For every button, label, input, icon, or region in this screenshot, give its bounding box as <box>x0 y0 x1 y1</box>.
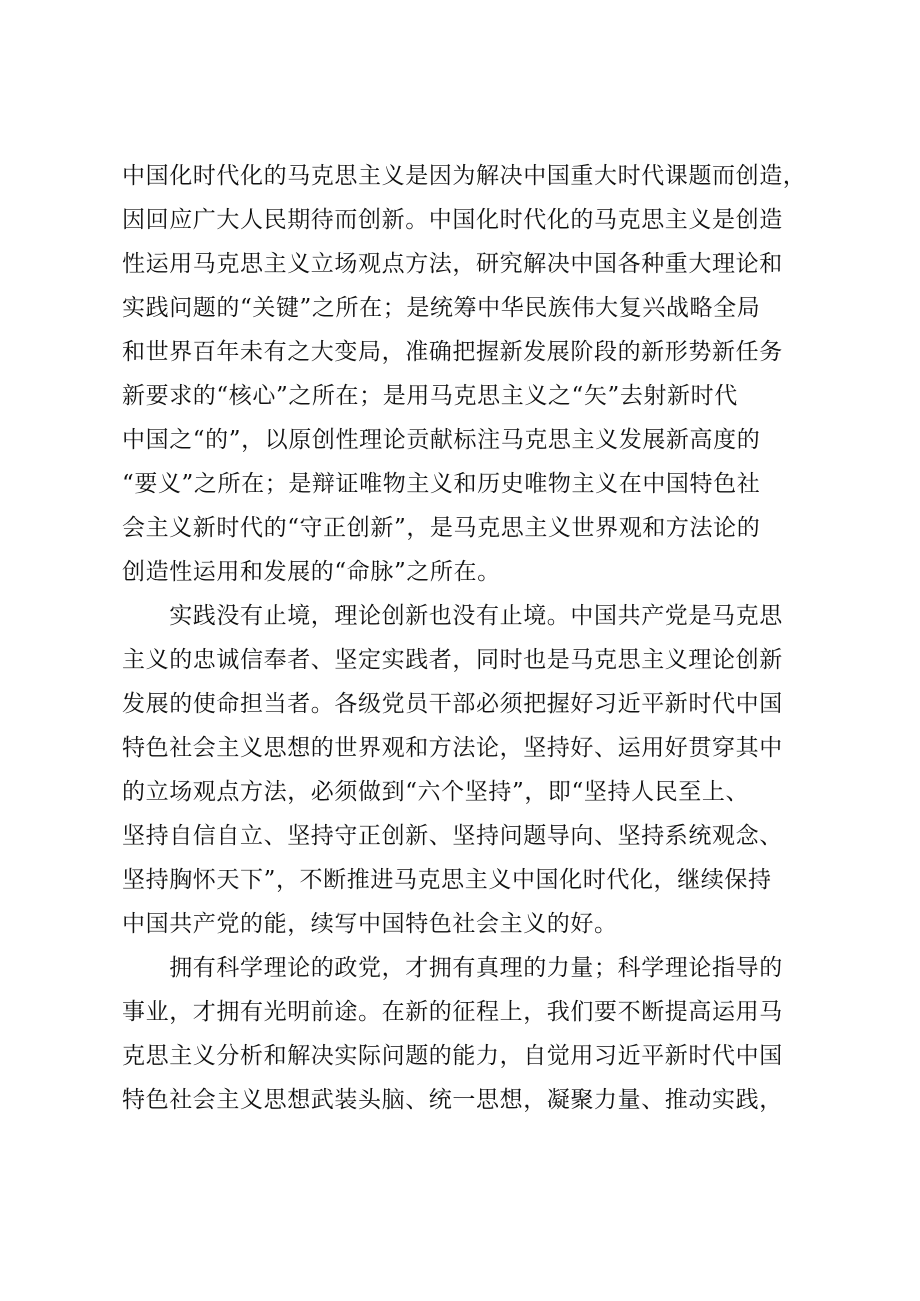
text-line: 特色社会主义思想的世界观和方法论，坚持好、运用好贯穿其中 <box>122 735 783 761</box>
text-line: “要义”之所在；是辩证唯物主义和历史唯物主义在中国特色社 <box>122 471 761 497</box>
text-line: 的立场观点方法，必须做到“六个坚持”，即“坚持人民至上、 <box>122 779 750 805</box>
text-line: 主义的忠诚信奉者、坚定实践者，同时也是马克思主义理论创新 <box>122 647 783 673</box>
paragraph-2 <box>122 594 812 946</box>
paragraph-3 <box>122 946 812 1122</box>
text-line: 拥有科学理论的政党，才拥有真理的力量；科学理论指导的 <box>122 955 783 981</box>
text-line: 事业，才拥有光明前途。在新的征程上，我们要不断提高运用马 <box>122 999 783 1025</box>
text-line: 坚持自信自立、坚持守正创新、坚持问题导向、坚持系统观念、 <box>122 823 783 849</box>
text-line: 会主义新时代的“守正创新”，是马克思主义世界观和方法论的 <box>122 515 761 541</box>
text-line: 新要求的“核心”之所在；是用马克思主义之“矢”去射新时代 <box>122 383 738 409</box>
text-line: 特色社会主义思想武装头脑、统一思想，凝聚力量、推动实践， <box>122 1087 783 1113</box>
text-line: 坚持胸怀天下”，不断推进马克思主义中国化时代化，继续保持 <box>122 867 772 893</box>
text-line: 中国之“的”，以原创性理论贡献标注马克思主义发展新高度的 <box>122 427 761 453</box>
text-line: 发展的使命担当者。各级党员干部必须把握好习近平新时代中国 <box>122 691 783 717</box>
text-line: 因回应广大人民期待而创新。中国化时代化的马克思主义是创造 <box>122 207 783 233</box>
text-line: 中国化时代化的马克思主义是因为解决中国重大时代课题而创造， <box>122 163 807 189</box>
paragraph-1 <box>122 154 812 594</box>
text-line: 实践问题的“关键”之所在；是统筹中华民族伟大复兴战略全局 <box>122 295 761 321</box>
body-text <box>122 154 812 1122</box>
text-line: 中国共产党的能，续写中国特色社会主义的好。 <box>122 911 618 937</box>
text-line: 性运用马克思主义立场观点方法，研究解决中国各种重大理论和 <box>122 251 783 277</box>
text-line: 实践没有止境，理论创新也没有止境。中国共产党是马克思 <box>122 603 783 629</box>
text-line: 创造性运用和发展的“命脉”之所在。 <box>122 559 501 585</box>
text-line: 克思主义分析和解决实际问题的能力，自觉用习近平新时代中国 <box>122 1043 783 1069</box>
text-line: 和世界百年未有之大变局，准确把握新发展阶段的新形势新任务 <box>122 339 783 365</box>
